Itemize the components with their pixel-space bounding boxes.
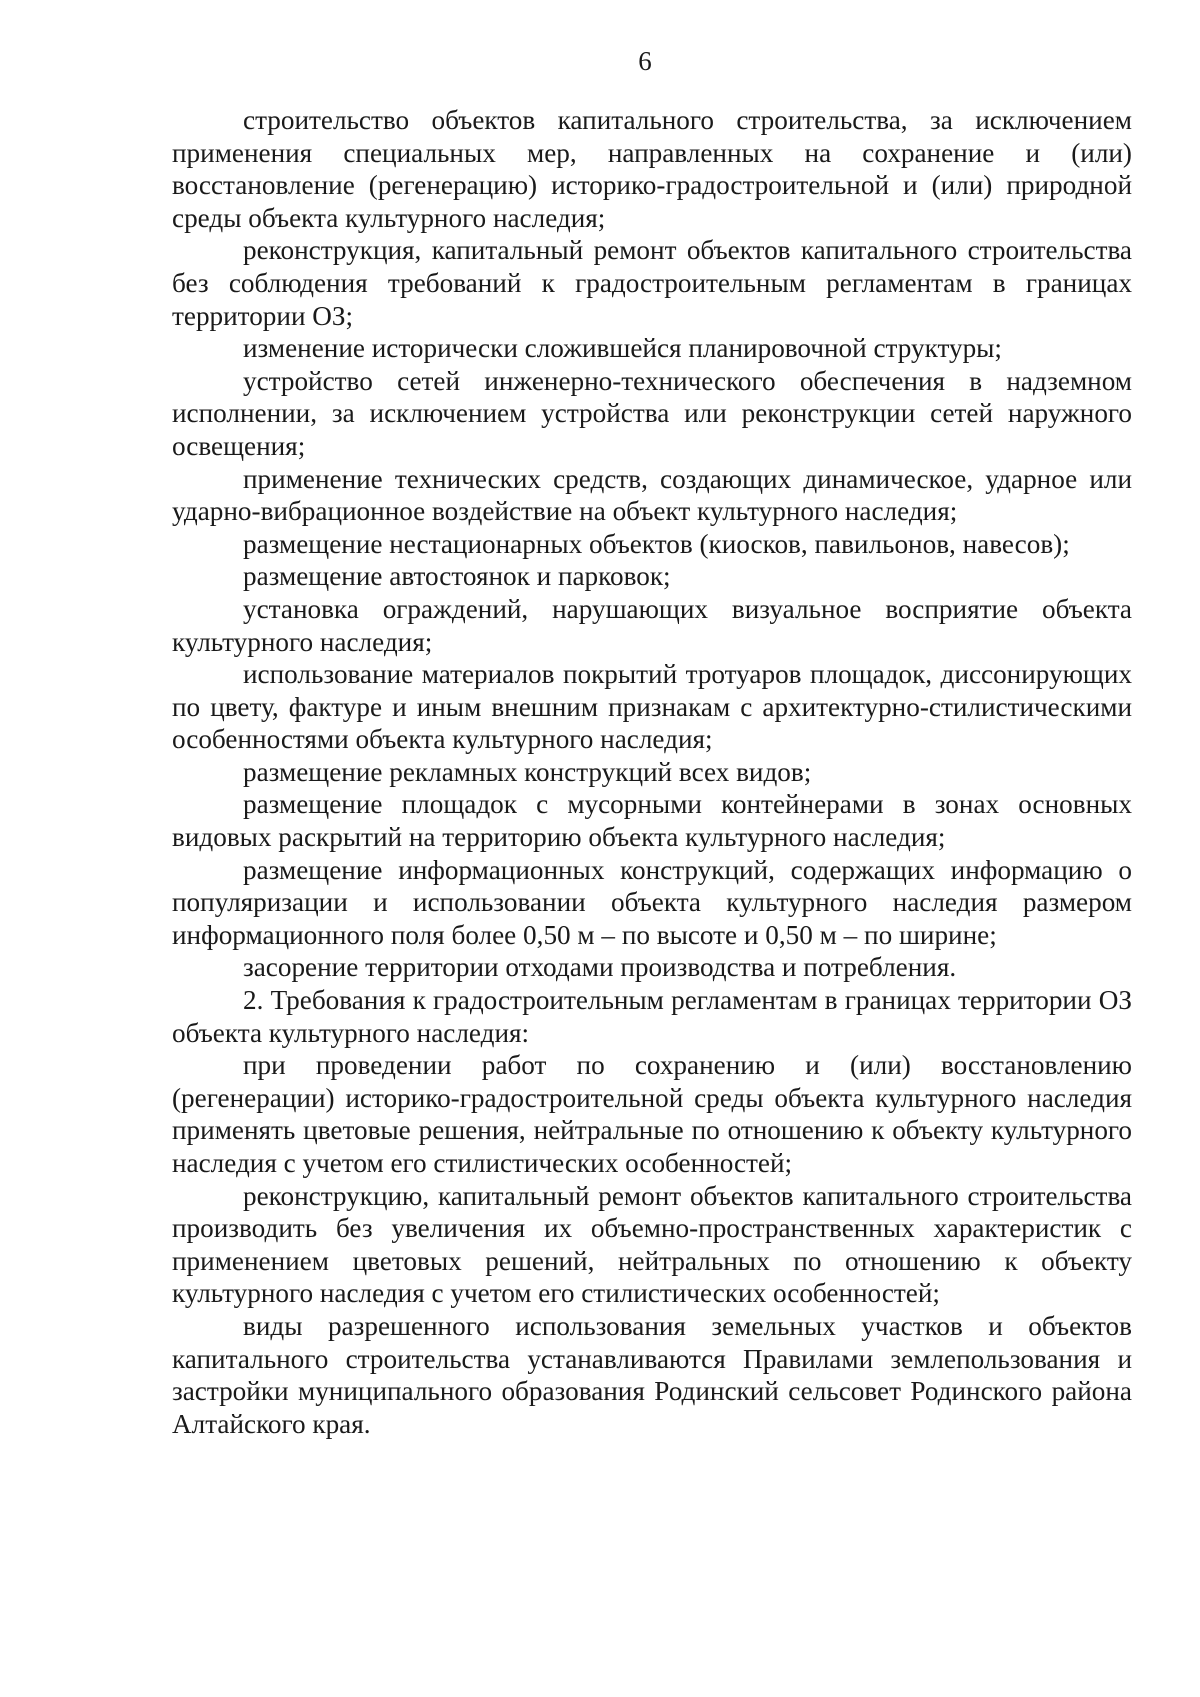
- paragraph-information-structures: размещение информационных конструкций, содержащих информацию о популяризации и использовании объекта культурного наследия размером информационного поля более 0,50 м – по высоте и 0,50 м – по ширине;: [172, 854, 1132, 950]
- paragraph-color-solutions: при проведении работ по сохранению и (или) восстановлению (регенерации) историко-градостроительной среды объекта культурного наследия применять цветовые решения, нейтральные по отношению к объекту культурного наследия с учетом его стилистических особенностей;: [172, 1050, 1132, 1178]
- paragraph-pavement-materials: использование материалов покрытий тротуаров площадок, диссонирующих по цвету, фактуре и иным внешним признакам с архитектурно-стилистическими особенностями объекта культурного наследия;: [172, 659, 1132, 755]
- paragraph-utility-networks: устройство сетей инженерно-технического обеспечения в надземном исполнении, за исключением устройства или реконструкции сетей наружного освещения;: [172, 365, 1132, 461]
- paragraph-kiosks: размещение нестационарных объектов (киосков, павильонов, навесов);: [243, 528, 1070, 559]
- paragraph-construction-ban: строительство объектов капитального строительства, за исключением применения специальных мер, направленных на сохранение и (или) восстановление (регенерацию) историко-градостроительной и (или) природной среды объекта культурного наследия;: [172, 105, 1132, 233]
- paragraph-reconstruction-rules: реконструкцию, капитальный ремонт объектов капитального строительства производить без увеличения их объемно-пространственных характеристик с применением цветовых решений, нейтральных по отношению к объекту культурного наследия с учетом его стилистических особенностей;: [172, 1180, 1132, 1309]
- paragraph-section-2-heading: 2. Требования к градостроительным регламентам в границах территории ОЗ объекта культурного наследия:: [172, 985, 1132, 1048]
- paragraph-littering: засорение территории отходами производства и потребления.: [243, 952, 957, 983]
- paragraph-technical-means: применение технических средств, создающих динамическое, ударное или ударно-вибрационное воздействие на объект культурного наследия;: [172, 463, 1132, 527]
- paragraph-advertising: размещение рекламных конструкций всех видов;: [243, 756, 812, 787]
- paragraph-reconstruction-ban: реконструкция, капитальный ремонт объектов капитального строительства без соблюдения требований к градостроительным регламентам в границах территории ОЗ;: [172, 235, 1132, 331]
- paragraph-waste-containers: размещение площадок с мусорными контейнерами в зонах основных видовых раскрытий на территорию объекта культурного наследия;: [172, 789, 1132, 853]
- paragraph-planning-structure: изменение исторически сложившейся планировочной структуры;: [243, 333, 1002, 364]
- page-number: 6: [638, 46, 652, 76]
- paragraph-parking: размещение автостоянок и парковок;: [243, 561, 671, 592]
- paragraph-permitted-use: виды разрешенного использования земельных участков и объектов капитального строительства устанавливаются Правилами землепользования и застройки муниципального образования Родинский сельсовет Родинского района Алтайского края.: [172, 1310, 1132, 1439]
- paragraph-fences: установка ограждений, нарушающих визуальное восприятие объекта культурного наследия;: [172, 593, 1132, 657]
- document-body: [172, 104, 1132, 1440]
